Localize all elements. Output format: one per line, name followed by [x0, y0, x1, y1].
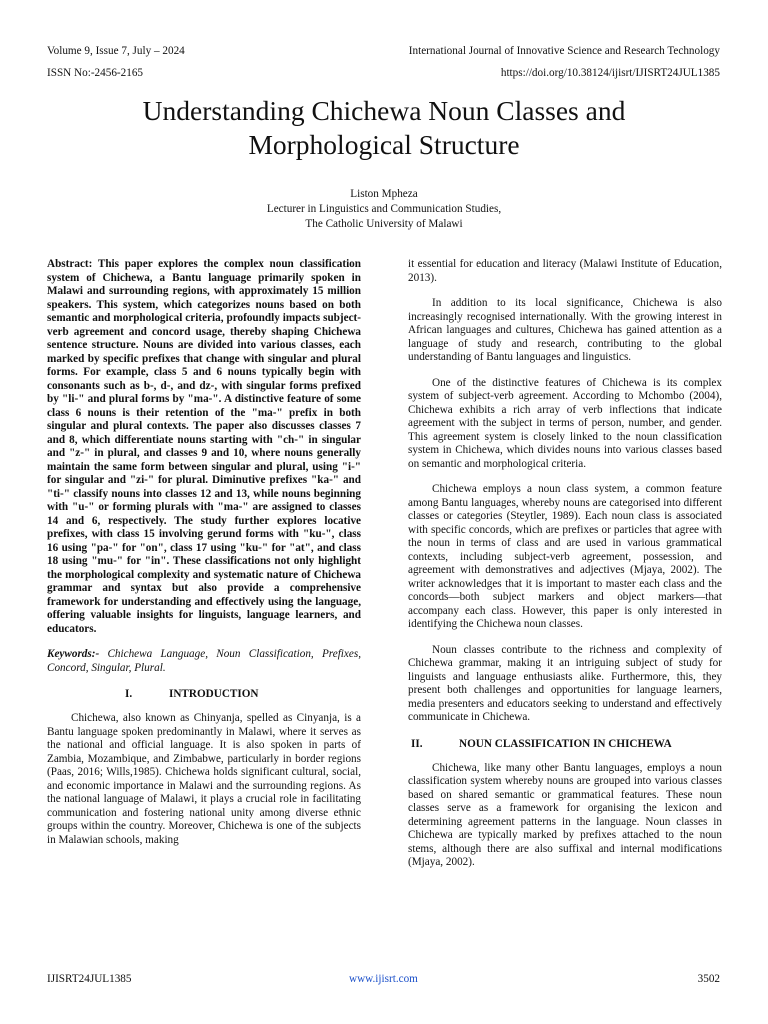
- paragraph: Noun classes contribute to the richness and complexity of Chichewa grammar, making it an intriguing subject of study for linguists and language enthusiasts alike. Furthermore, this, they present both challenges and opportunities for language learners, media presenters and educators seeking to understand and effectively communicate in Chichewa.: [408, 643, 722, 723]
- section-number: II.: [411, 737, 423, 750]
- paragraph: One of the distinctive features of Chichewa is its complex system of subject-verb agreement. According to Mchombo (2004), Chichewa exhibits a rich array of verb inflections that indicate agreement with the subject in terms of person, number, and gender. This agreement system is closely linked to the noun classification system in Chichewa, which divides nouns into various classes based on semantic and morphological criteria.: [408, 376, 722, 470]
- footer-paper-id: IJISRT24JUL1385: [47, 973, 132, 985]
- keywords-label: Keywords:-: [47, 648, 100, 660]
- author-block: [100, 187, 668, 232]
- header-issn: ISSN No:-2456-2165: [47, 67, 144, 79]
- section-title: INTRODUCTION: [169, 688, 259, 700]
- header-doi-link[interactable]: https://doi.org/10.38124/ijisrt/IJISRT24JUL1385: [500, 67, 720, 79]
- paper-title-line-1: Understanding Chichewa Noun Classes and: [142, 95, 626, 126]
- paper-title-line-2: Morphological Structure: [248, 129, 520, 160]
- paragraph: it essential for education and literacy (Malawi Institute of Education, 2013).: [408, 258, 722, 284]
- paragraph: In addition to its local significance, Chichewa is also increasingly recognised internationally. With the growing interest in African languages and cultures, Chichewa has gained attention as a language of study and research, contributing to the global understanding of Bantu languages and linguistics.: [408, 297, 722, 363]
- author-name: Liston Mpheza: [350, 188, 418, 200]
- footer-page-number: 3502: [697, 973, 720, 985]
- author-affiliation: The Catholic University of Malawi: [305, 218, 463, 230]
- header-volume: Volume 9, Issue 7, July – 2024: [47, 45, 185, 57]
- paper-title: [60, 94, 708, 162]
- keywords: [47, 648, 361, 675]
- paragraph: Chichewa, also known as Chinyanja, spelled as Cinyanja, is a Bantu language spoken predominantly in Malawi, where it serves as the national and official language. It is also spoken in parts of Zambia, Mozambique, and Zimbabwe, particularly in border regions (Paas, 2016; Wills,1985). Chichewa holds significant cultural, social, and economic importance in Malawi and the surrounding regions. As the national language of Malawi, it plays a crucial role in facilitating communication and fostering national unity among diverse ethnic groups within the country. Moreover, Chichewa is one of the subjects in Malawian schools, making: [47, 712, 361, 846]
- section-heading-introduction: [47, 687, 361, 701]
- abstract: Abstract: This paper explores the complex noun classification system of Chichewa, a Bantu language primarily spoken in Malawi and surrounding regions, with approximately 15 million speakers. This system, which categorizes nouns based on both semantic and morphological criteria, profoundly impacts subject-verb agreement and concord usage, thereby shaping Chichewa sentence structure. Nouns are divided into various classes, each marked by specific prefixes that change with singular and plural forms. For example, class 5 and 6 nouns typically begin with consonants such as b-, d-, and dz-, with singular forms prefixed by "li-" and plural forms by "ma-". A distinctive feature of some class 6 nouns is their retention of the "ma-" prefix in both singular and plural contexts. The paper also discusses classes 7 and 8, which differentiate nouns starting with "ch-" in singular and "z-" in plural, and classes 9 and 10, where nouns generally maintain the same form between singular and plural, using "i-" for singular and "zi-" for plural. Diminutive prefixes "ka-" and "ti-" classify nouns into classes 12 and 13, while nouns beginning with "u-" or forming plurals with "ma-" are assigned to classes 14 and 6, respectively. The study further explores locative prefixes, with class 15 involving gerund forms with "ku-", class 16 using "pa-" for "on", class 17 using "ku-" for "at", and class 18 using "mu-" for "in". These classifications not only highlight the morphological complexity and systematic nature of Chichewa grammar and syntax but also provide a comprehensive framework for understanding and effectively using the language, offering valuable insights for linguists, language learners, and educators.: [47, 258, 361, 635]
- right-column: [408, 258, 722, 870]
- section-heading-noun-classification: [408, 737, 722, 751]
- header-journal-name: International Journal of Innovative Science and Research Technology: [408, 45, 720, 57]
- paragraph: Chichewa, like many other Bantu languages, employs a noun classification system whereby nouns are grouped into various classes based on shared semantic or grammatical features. These noun classes serve as a framework for organising the lexicon and determining agreement patterns in the language. Noun classes in Chichewa are typically marked by prefixes attached to the noun stems, although there are also suffixal and internal modifications (Mjaya, 2002).: [408, 761, 722, 868]
- author-role: Lecturer in Linguistics and Communication Studies,: [266, 203, 502, 215]
- footer-website-link[interactable]: www.ijisrt.com: [349, 973, 418, 985]
- keywords-text: Chichewa Language, Noun Classification, Prefixes, Concord, Singular, Plural.: [47, 648, 361, 674]
- section-number: I.: [125, 688, 133, 700]
- left-column: [47, 258, 361, 847]
- paragraph: Chichewa employs a noun class system, a common feature among Bantu languages, whereby nouns are categorised into different classes or categories (Steytler, 1989). Each noun class is associated with specific concords, which are prefixes or particles that agree with the noun in terms of class and are used in various grammatical contexts, including subject-verb agreement, possession, and agreement with demonstratives and adjectives (Mjaya, 2002). The writer acknowledges that it is important to master each class and the concords—both subject markers and object markers—that accompany each class. However, this paper is only interested in identifying the Chichewa noun classes.: [408, 483, 722, 630]
- section-title: NOUN CLASSIFICATION IN CHICHEWA: [459, 737, 672, 750]
